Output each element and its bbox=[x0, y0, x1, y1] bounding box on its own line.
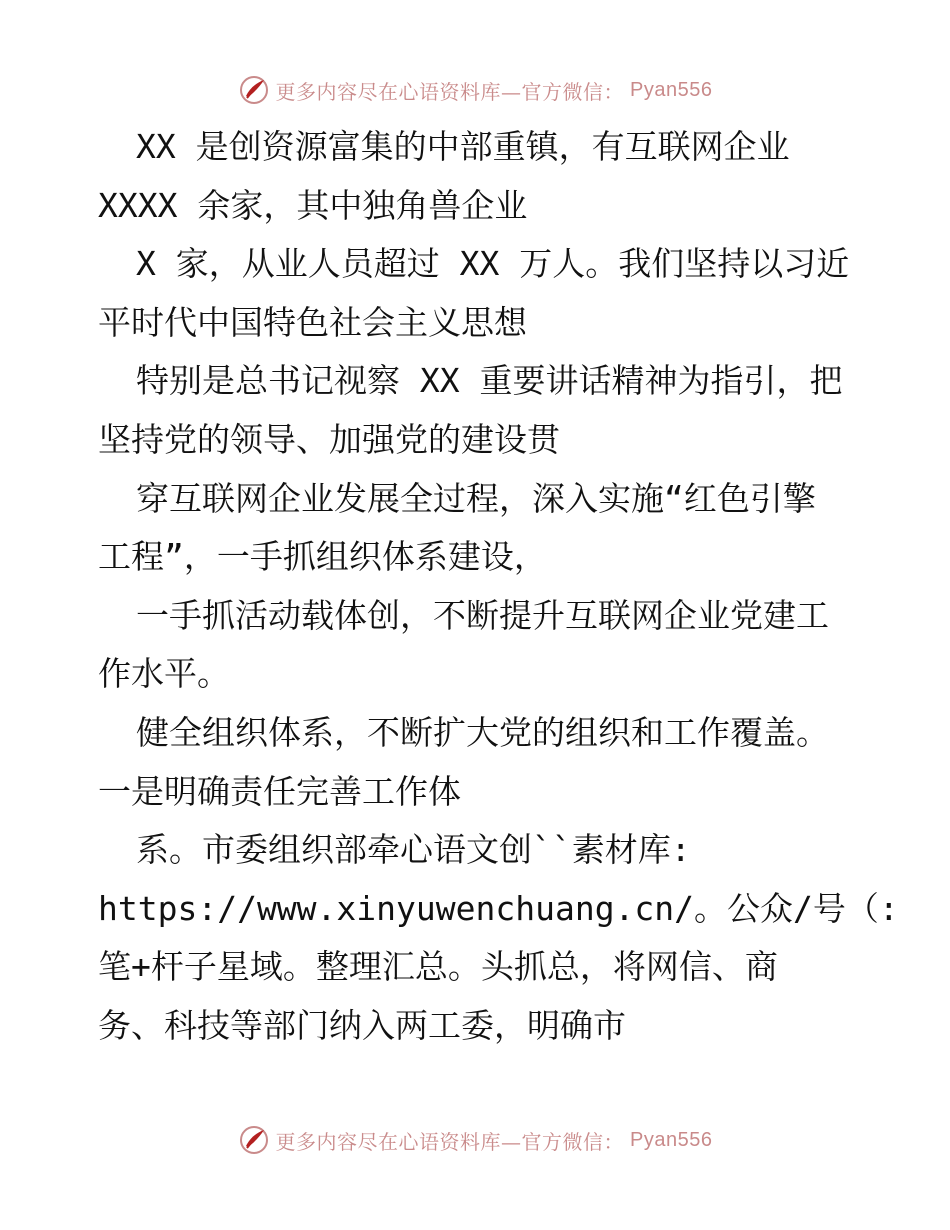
body-line: 笔+杆子星域。整理汇总。头抓总，将网信、商 bbox=[98, 947, 778, 987]
body-line: 系。市委组织部牵心语文创``素材库: bbox=[136, 830, 691, 870]
document-body bbox=[98, 118, 899, 1056]
body-line: 工程”，一手抓组织体系建设， bbox=[98, 537, 547, 577]
body-line: 一手抓活动载体创，不断提升互联网企业党建工 bbox=[136, 595, 829, 635]
body-line: XXXX 余家，其中独角兽企业 bbox=[98, 185, 528, 225]
body-line-url: https://www.xinyuwenchuang.cn/。公众/号（: bbox=[98, 888, 899, 928]
body-line: 务、科技等部门纳入两工委，明确市 bbox=[98, 1005, 626, 1045]
body-line: 健全组织体系，不断扩大党的组织和工作覆盖。 bbox=[136, 712, 829, 752]
header-watermark-banner bbox=[0, 72, 950, 108]
body-line: 平时代中国特色社会主义思想 bbox=[98, 302, 527, 342]
footer-banner-text: 更多内容尽在心语资料库—官方微信： bbox=[275, 1129, 625, 1154]
quill-logo-icon bbox=[238, 74, 270, 106]
footer-watermark-banner bbox=[0, 1122, 950, 1158]
body-line: 坚持党的领导、加强党的建设贯 bbox=[98, 419, 560, 459]
body-line: X 家，从业人员超过 XX 万人。我们坚持以习近 bbox=[136, 244, 850, 284]
body-line: 一是明确责任完善工作体 bbox=[98, 771, 461, 811]
body-line: XX 是创资源富集的中部重镇，有互联网企业 bbox=[136, 127, 790, 166]
footer-banner-brand: Pyan556 bbox=[630, 1128, 713, 1151]
body-line: 特别是总书记视察 XX 重要讲话精神为指引，把 bbox=[136, 361, 843, 401]
body-line: 穿互联网企业发展全过程，深入实施“红色引擎 bbox=[136, 478, 816, 518]
quill-logo-icon bbox=[238, 1124, 270, 1156]
header-banner-text: 更多内容尽在心语资料库—官方微信： bbox=[275, 79, 625, 104]
header-banner-brand: Pyan556 bbox=[630, 78, 713, 101]
body-line: 作水平。 bbox=[98, 654, 230, 694]
